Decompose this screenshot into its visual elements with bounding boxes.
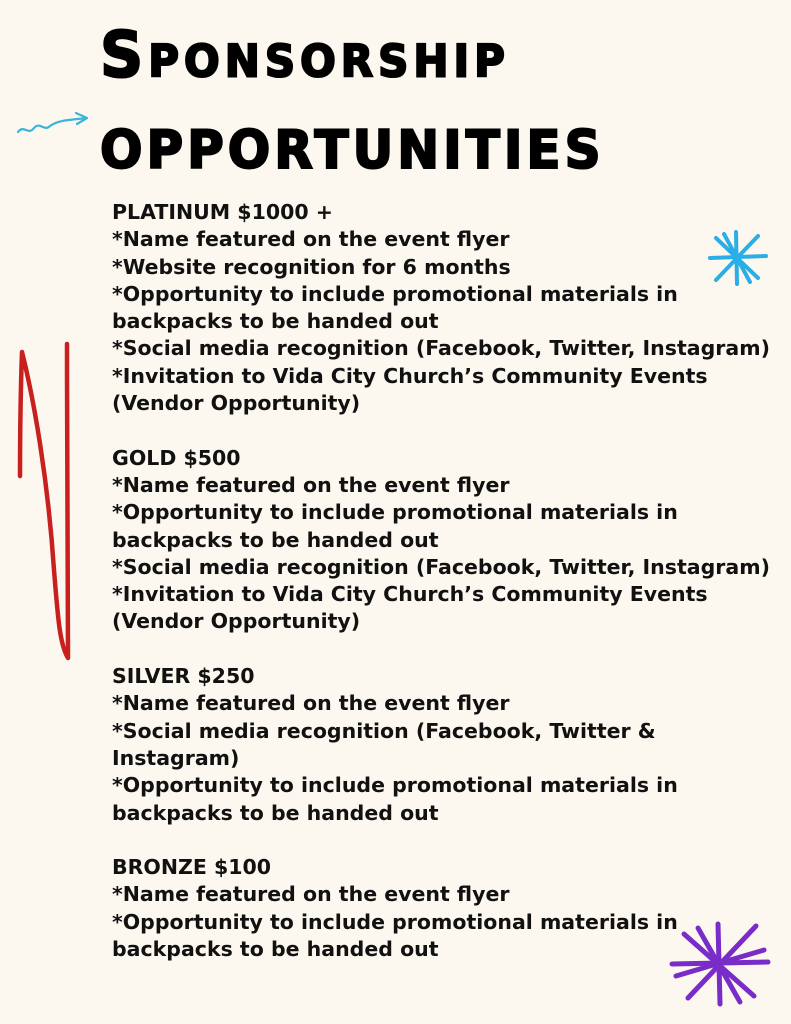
benefit-item: *Website recognition for 6 months <box>112 254 511 279</box>
benefit-item: *Opportunity to include promotional materials in backpacks to be handed out <box>112 773 678 825</box>
benefit-item: *Opportunity to include promotional materials in backpacks to be handed out <box>112 909 678 962</box>
tier-heading: PLATINUM $1000 + <box>112 200 333 224</box>
title-line-1: Sponsorship <box>100 18 510 93</box>
tier-block <box>112 445 772 636</box>
squiggle-arrow-icon <box>14 110 94 140</box>
title-line-2: opportunities <box>100 97 605 186</box>
benefit-item: *Opportunity to include promotional materials in backpacks to be handed out <box>112 281 678 334</box>
scribble-line-icon <box>12 340 76 664</box>
tier-heading: BRONZE $100 <box>112 855 272 880</box>
benefit-item: *Invitation to Vida City Church’s Community Events (Vendor Opportunity) <box>112 363 708 416</box>
benefit-item: *Social media recognition (Facebook, Twitter & Instagram) <box>112 718 656 770</box>
tier-heading: GOLD $500 <box>112 445 241 470</box>
tier-block <box>112 199 772 417</box>
page-title <box>100 18 780 186</box>
tier-heading: SILVER $250 <box>112 664 255 689</box>
benefit-item: *Invitation to Vida City Church’s Community Events (Vendor Opportunity) <box>112 582 708 634</box>
benefit-item: *Social media recognition (Facebook, Twitter, Instagram) <box>112 554 770 579</box>
benefit-item: *Social media recognition (Facebook, Twitter, Instagram) <box>112 336 770 361</box>
benefit-item: *Opportunity to include promotional materials in backpacks to be handed out <box>112 500 678 552</box>
benefit-item: *Name featured on the event flyer <box>112 691 510 716</box>
benefit-item: *Name featured on the event flyer <box>112 882 510 907</box>
benefit-item: *Name featured on the event flyer <box>112 472 510 497</box>
benefit-item: *Name featured on the event flyer <box>112 227 510 252</box>
tier-block <box>112 663 772 827</box>
sponsorship-tiers <box>112 199 772 991</box>
tier-block <box>112 854 772 963</box>
